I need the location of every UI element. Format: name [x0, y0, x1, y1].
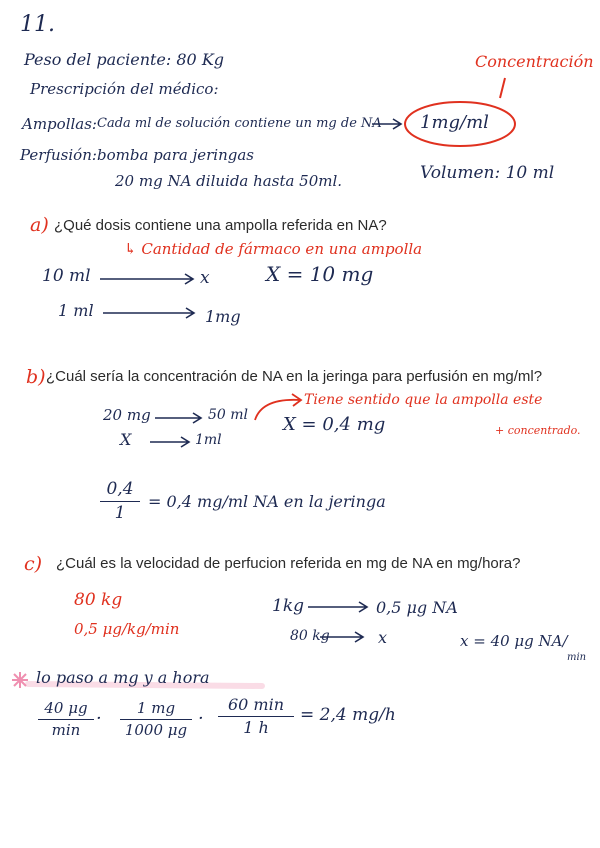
b-note-1: Tiene sentido que la ampolla este	[304, 392, 543, 408]
b-row1-right: 50 ml	[208, 407, 249, 423]
section-a-label: a)	[30, 214, 49, 236]
c-row1-left: 1kg	[272, 596, 304, 616]
c-conv2-bar	[120, 719, 192, 720]
c-arrow-1	[308, 602, 367, 612]
problem-number: 11.	[20, 12, 55, 37]
a-arrow-2	[103, 308, 194, 318]
ampollas-label: Ampollas:	[22, 115, 97, 133]
b-fraction-bar	[100, 501, 140, 502]
c-conv3-num: 60 min	[227, 695, 285, 714]
concentration-value: 1mg/ml	[420, 112, 489, 133]
c-result: x = 40 μg NA/	[460, 632, 568, 650]
section-a-question: ¿Qué dosis contiene una ampolla referida en NA?	[54, 217, 387, 234]
b-row2-left: X	[120, 430, 132, 449]
perfusion-label: Perfusión:	[20, 146, 97, 164]
perfusion-text-1: bomba para jeringas	[97, 146, 254, 164]
b-row1-left: 20 mg	[103, 406, 151, 424]
c-dot-1: ·	[96, 708, 102, 729]
concentration-arrow	[500, 78, 505, 98]
a-row2-left: 1 ml	[58, 301, 94, 320]
a-arrow-1	[100, 274, 193, 284]
a-result: X = 10 mg	[266, 262, 374, 286]
ampollas-text: Cada ml de solución contiene un mg de NA	[97, 116, 382, 131]
concentration-label: Concentración	[475, 52, 594, 71]
b-note-2: + concentrado.	[495, 424, 581, 437]
c-row2-right: x	[378, 628, 388, 647]
section-c-question: ¿Cuál es la velocidad de perfucion referida en mg de NA en mg/hora?	[56, 555, 521, 572]
c-conv1-bar	[38, 719, 94, 720]
section-b-label: b)	[26, 366, 46, 388]
b-fraction-den: 1	[114, 502, 126, 523]
b-fraction-num: 0,4	[106, 479, 134, 499]
c-result-sub: min	[567, 652, 587, 663]
c-conv2-den: 1000 μg	[124, 720, 188, 739]
c-conv-frac-1	[38, 700, 94, 738]
b-result: X = 0,4 mg	[283, 414, 386, 435]
c-conv3-den: 1 h	[243, 717, 269, 737]
a-row2-right: 1mg	[205, 307, 241, 326]
b-fraction	[100, 480, 140, 522]
c-conv3-bar	[218, 716, 294, 717]
section-b-question: ¿Cuál sería la concentración de NA en la jeringa para perfusión en mg/ml?	[46, 368, 543, 385]
a-row1-right: x	[200, 268, 210, 288]
patient-weight: Peso del paciente: 80 Kg	[24, 50, 225, 69]
section-c-label: c)	[24, 553, 43, 575]
c-conv-frac-2	[120, 700, 192, 738]
c-row1-right: 0,5 μg NA	[376, 598, 458, 617]
c-conv2-num: 1 mg	[136, 699, 176, 717]
b-row2-right: 1ml	[195, 432, 222, 448]
b-fraction-result: = 0,4 mg/ml NA en la jeringa	[148, 492, 386, 511]
prescription-label: Prescripción del médico:	[30, 80, 219, 98]
section-a-note: ↳ Cantidad de fármaco en una ampolla	[124, 240, 423, 258]
c-row2-left: 80 kg	[290, 628, 330, 644]
c-conv1-num: 40 μg	[44, 699, 88, 717]
c-given-dose: 0,5 μg/kg/min	[74, 620, 180, 638]
c-conv1-den: min	[51, 720, 81, 739]
volume-value: Volumen: 10 ml	[420, 163, 555, 183]
perfusion-text-2: 20 mg NA diluida hasta 50ml.	[115, 172, 343, 190]
b-arrow-2	[150, 437, 189, 447]
a-row1-left: 10 ml	[42, 266, 91, 286]
c-conv-result: = 2,4 mg/h	[300, 705, 396, 725]
c-given-weight: 80 kg	[74, 590, 123, 610]
c-step-note: lo paso a mg y a hora	[36, 668, 210, 687]
b-arrow-1	[155, 413, 201, 423]
asterisk-icon	[12, 672, 28, 688]
c-dot-2: ·	[198, 708, 204, 729]
c-conv-frac-3	[218, 696, 294, 736]
